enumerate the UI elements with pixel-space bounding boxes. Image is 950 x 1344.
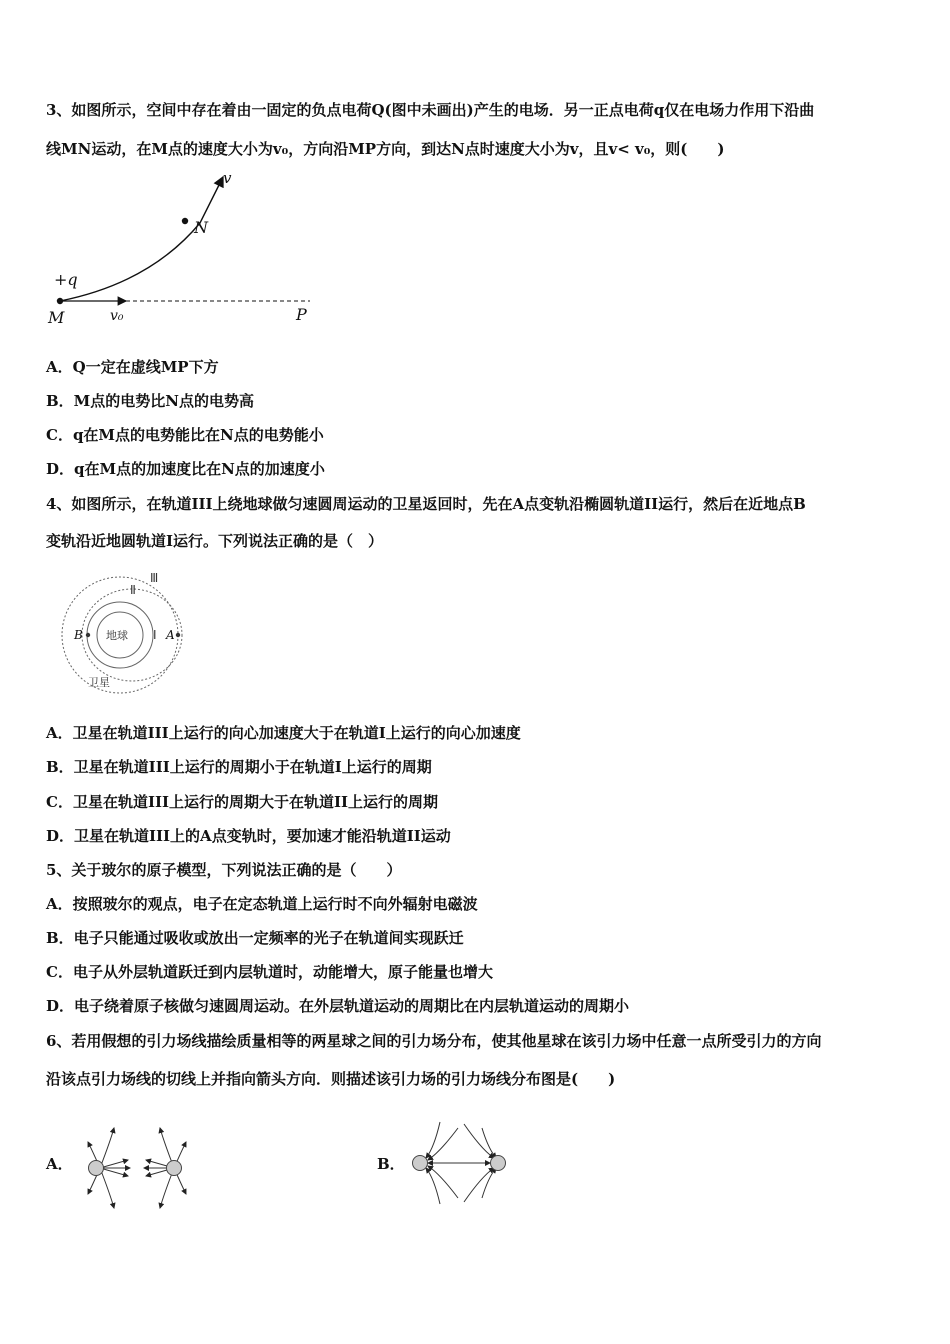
q6-option-b-figure xyxy=(408,1118,518,1210)
q4-option-c: C．卫星在轨道III上运行的周期大于在轨道II上运行的周期 xyxy=(46,793,439,811)
q5-option-a: A．按照玻尔的观点，电子在定态轨道上运行时不向外辐射电磁波 xyxy=(46,895,478,913)
point-b xyxy=(86,633,90,637)
trajectory-curve xyxy=(60,177,223,301)
q5-option-c: C．电子从外层轨道跃迁到内层轨道时，动能增大，原子能量也增大 xyxy=(46,963,493,981)
q4-stem-line2: 变轨沿近地圆轨道I运行。下列说法正确的是（ ） xyxy=(46,532,384,550)
q6-option-a-label: A． xyxy=(46,1155,73,1173)
q5-option-b: B．电子只能通过吸收或放出一定频率的光子在轨道间实现跃迁 xyxy=(46,929,464,947)
q4-stem-line1: 4、如图所示，在轨道III上绕地球做匀速圆周运动的卫星返回时，先在A点变轨沿椭圆轨道II运行，然后在近地点B xyxy=(46,495,806,513)
label-p: P xyxy=(296,305,307,324)
q5-stem: 5、关于玻尔的原子模型，下列说法正确的是（ ） xyxy=(46,861,402,879)
q3-stem-line1: 3、如图所示，空间中存在着由一固定的负点电荷Q(图中未画出)产生的电场．另一正点电荷q仅在电场力作用下沿曲 xyxy=(46,101,815,119)
star-left xyxy=(89,1161,104,1176)
q3-option-d: D．q在M点的加速度比在N点的加速度小 xyxy=(46,460,325,478)
q4-option-a: A．卫星在轨道III上运行的向心加速度大于在轨道I上运行的向心加速度 xyxy=(46,724,521,742)
star-right xyxy=(491,1156,506,1171)
label-v0: v₀ xyxy=(110,308,124,324)
q5-option-d: D．电子绕着原子核做匀速圆周运动。在外层轨道运动的周期比在内层轨道运动的周期小 xyxy=(46,997,630,1015)
star-right xyxy=(167,1161,182,1176)
q3-option-b: B．M点的电势比N点的电势高 xyxy=(46,392,254,410)
label-b: B xyxy=(74,628,83,642)
label-v: v xyxy=(223,169,232,187)
label-plus-q: +q xyxy=(54,270,78,289)
point-m xyxy=(57,298,63,304)
label-orbit-i: Ⅰ xyxy=(153,628,157,642)
q3-option-c: C．q在M点的电势能比在N点的电势能小 xyxy=(46,426,324,444)
label-a: A xyxy=(166,628,175,642)
label-satellite: 卫星 xyxy=(88,676,110,689)
label-earth: 地球 xyxy=(106,629,128,642)
point-n xyxy=(182,218,188,224)
label-orbit-iii: Ⅲ xyxy=(150,571,159,585)
q6-stem-line2: 沿该点引力场线的切线上并指向箭头方向．则描述该引力场的引力场线分布图是( ) xyxy=(46,1070,616,1088)
q4-option-b: B．卫星在轨道III上运行的周期小于在轨道I上运行的周期 xyxy=(46,758,432,776)
label-m: M xyxy=(48,308,65,327)
point-a xyxy=(176,633,180,637)
q4-figure xyxy=(50,565,200,700)
q4-option-d: D．卫星在轨道III上的A点变轨时，要加速才能沿轨道II运动 xyxy=(46,827,451,845)
q3-figure xyxy=(40,165,330,330)
q6-option-b-label: B． xyxy=(377,1155,405,1173)
q3-option-a: A．Q一定在虚线MP下方 xyxy=(46,358,219,376)
label-orbit-ii: Ⅱ xyxy=(130,583,136,597)
q6-option-a-figure xyxy=(84,1120,194,1215)
label-n: N xyxy=(194,218,208,237)
star-left xyxy=(413,1156,428,1171)
q6-stem-line1: 6、若用假想的引力场线描绘质量相等的两星球之间的引力场分布，使其他星球在该引力场中任意一点所受引力的方向 xyxy=(46,1032,822,1050)
q3-stem-line2: 线MN运动，在M点的速度大小为v₀，方向沿MP方向，到达N点时速度大小为v，且v< v₀，则( ) xyxy=(46,140,725,158)
